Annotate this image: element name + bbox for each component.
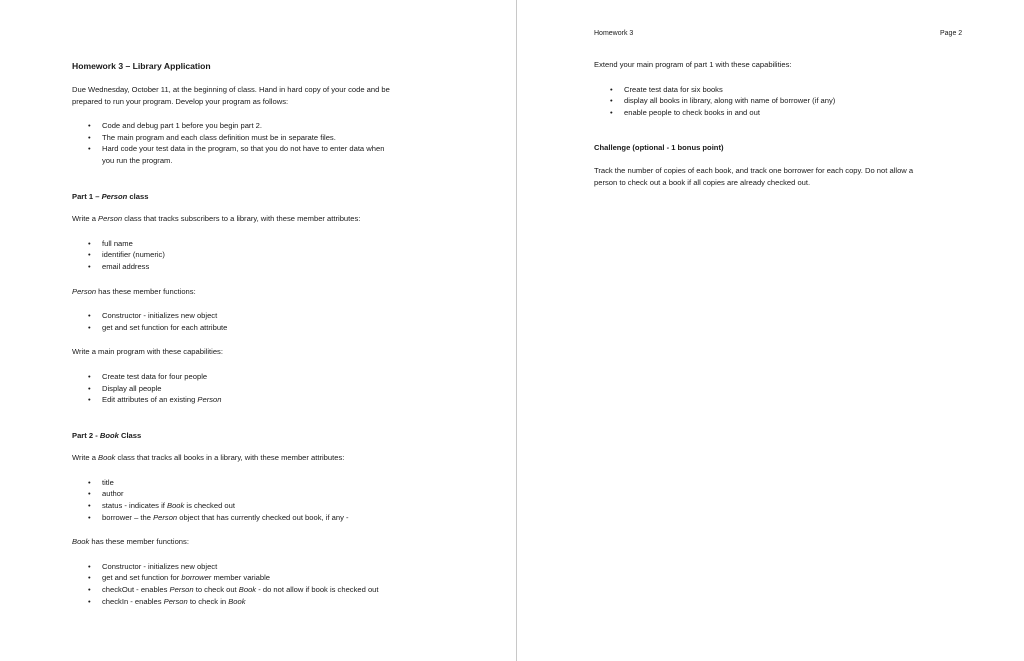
- person-intro: [72, 213, 472, 225]
- person-functions-intro: [72, 286, 472, 298]
- list-item: [72, 500, 472, 512]
- book-intro-b: class that tracks all books in a library, with these member attributes:: [115, 453, 345, 463]
- person-intro-b: class that tracks subscribers to a library, with these member attributes:: [122, 214, 361, 224]
- list-item: [72, 572, 472, 584]
- book-fn-2em: borrower: [181, 573, 212, 583]
- book-functions-intro: [72, 536, 472, 548]
- document-title: Homework 3 – Library Application: [72, 61, 211, 71]
- step-continuation: [72, 155, 472, 167]
- person-funcs-b: has these member functions:: [96, 286, 196, 296]
- book-intro: [72, 452, 472, 464]
- list-item: • title: [72, 477, 472, 489]
- list-item: • email address: [72, 261, 472, 273]
- book-fn-3c: - do not allow if book is checked out: [256, 585, 379, 595]
- list-item: [72, 394, 472, 406]
- book-funcs-b: has these member functions:: [89, 537, 189, 547]
- list-item: • full name: [72, 238, 472, 250]
- book-attr-4b: object that has currently checked out book, if any -: [177, 512, 349, 522]
- step-continuation-text: you run the program.: [102, 155, 173, 165]
- book-attr-3a: status - indicates if: [102, 501, 167, 511]
- list-item: • Constructor - initializes new object: [72, 561, 472, 573]
- extend-capabilities-list: [594, 84, 994, 119]
- list-item: • enable people to check books in and out: [594, 107, 994, 119]
- part2-suffix: Class: [118, 430, 142, 440]
- part2-prefix: Part 2 -: [72, 430, 100, 440]
- main-program-intro: Write a main program with these capabilities:: [72, 347, 223, 357]
- person-attributes-list: [72, 238, 472, 273]
- part1-class-name: Person: [101, 191, 128, 201]
- list-item: • display all books in library, along with name of borrower (if any): [594, 95, 994, 107]
- list-item: • Display all people: [72, 383, 472, 395]
- main-capabilities-list: [72, 371, 472, 406]
- book-funcs-em: Book: [72, 537, 90, 547]
- page-number: Page 2: [940, 30, 963, 37]
- person-intro-a: Write a: [72, 214, 99, 224]
- book-fn-4em2: Book: [228, 596, 246, 606]
- list-item: [72, 584, 472, 596]
- challenge-line-1: Track the number of copies of each book, and track one borrower for each copy. Do not allow a: [594, 165, 914, 175]
- book-fn-3em2: Book: [238, 585, 257, 595]
- step-item: • Code and debug part 1 before you begin part 2.: [72, 120, 472, 132]
- page-header-title: Homework 3: [594, 30, 634, 37]
- person-funcs-em: Person: [72, 286, 97, 296]
- book-intro-em: Book: [98, 453, 116, 463]
- challenge-line-2: person to check out a book if all copies are already checked out.: [594, 177, 811, 187]
- list-item: • identifier (numeric): [72, 249, 472, 261]
- book-fn-2a: get and set function for: [102, 573, 182, 583]
- part2-class-name: Book: [99, 430, 119, 440]
- book-attr-4em: Person: [153, 512, 178, 522]
- page-2-content: [594, 59, 994, 188]
- challenge-heading: Challenge (optional - 1 bonus point): [594, 143, 724, 153]
- list-item: [72, 512, 472, 524]
- extend-intro: Extend your main program of part 1 with these capabilities:: [594, 60, 792, 69]
- part1-prefix: Part 1 –: [72, 191, 102, 201]
- book-fn-4b: to check in: [187, 596, 229, 606]
- book-attr-4a: borrower – the: [102, 512, 154, 522]
- book-attr-3b: is checked out: [184, 501, 235, 511]
- book-fn-3em1: Person: [169, 585, 194, 595]
- step-item: • Hard code your test data in the program, so that you do not have to enter data when: [72, 143, 472, 155]
- book-fn-3b: to check out: [193, 585, 239, 595]
- part1-suffix: class: [127, 191, 149, 201]
- list-item: • Create test data for four people: [72, 371, 472, 383]
- book-attr-3em: Book: [167, 501, 185, 511]
- book-fn-4em1: Person: [163, 596, 188, 606]
- list-item: • Constructor - initializes new object: [72, 310, 472, 322]
- part2-heading: [72, 430, 472, 442]
- book-functions-list: [72, 561, 472, 607]
- book-fn-3a: checkOut - enables: [102, 585, 170, 595]
- page-1-content: [72, 60, 472, 607]
- book-intro-a: Write a: [72, 453, 99, 463]
- book-fn-4a: checkIn - enables: [102, 596, 164, 606]
- book-fn-2b: member variable: [211, 573, 271, 583]
- main-caps-3em: Person: [197, 395, 222, 405]
- person-functions-list: [72, 310, 472, 333]
- part1-heading: [72, 191, 472, 203]
- page-2: [517, 0, 1024, 661]
- list-item: [72, 596, 472, 608]
- step-item: • The main program and each class definition must be in separate files.: [72, 132, 472, 144]
- person-intro-em: Person: [98, 214, 123, 224]
- list-item: • author: [72, 488, 472, 500]
- intro-line-2: prepared to run your program. Develop your program as follows:: [72, 96, 289, 106]
- list-item: • get and set function for each attribute: [72, 322, 472, 334]
- intro-line-1: Due Wednesday, October 11, at the beginning of class. Hand in hard copy of your code and be: [72, 85, 390, 94]
- steps-list: [72, 120, 472, 166]
- main-caps-3a: Edit attributes of an existing: [102, 395, 198, 405]
- list-item: • Create test data for six books: [594, 84, 994, 96]
- book-attributes-list: [72, 477, 472, 523]
